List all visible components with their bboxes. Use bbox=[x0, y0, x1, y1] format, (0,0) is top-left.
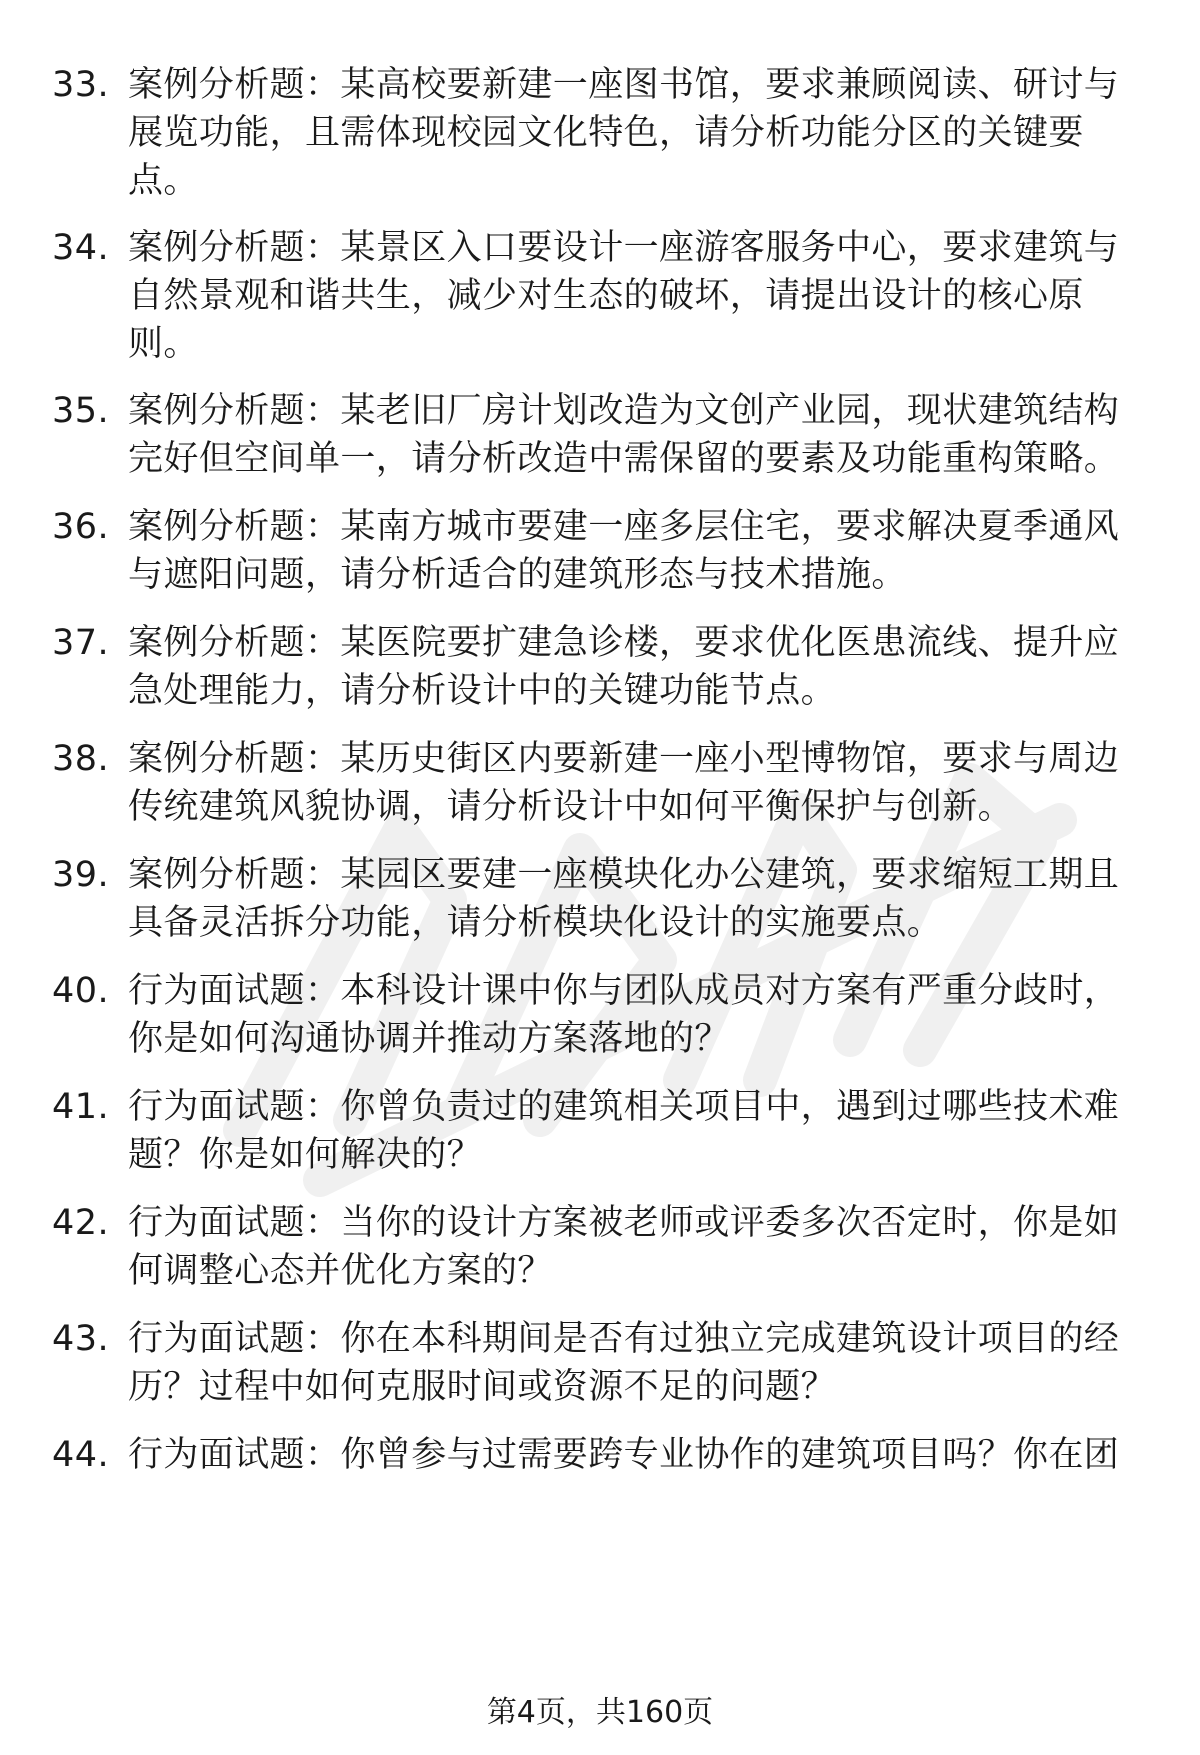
question-text: 案例分析题：某园区要建一座模块化办公建筑，要求缩短工期且具备灵活拆分功能，请分析模块化设计的实施要点。 bbox=[128, 855, 1120, 943]
question-text: 案例分析题：某医院要扩建急诊楼，要求优化医患流线、提升应急处理能力，请分析设计中的关键功能节点。 bbox=[128, 623, 1120, 711]
question-text: 行为面试题：你在本科期间是否有过独立完成建筑设计项目的经历？过程中如何克服时间或资源不足的问题？ bbox=[128, 1319, 1120, 1407]
question-text: 案例分析题：某南方城市要建一座多层住宅，要求解决夏季通风与遮阳问题，请分析适合的建筑形态与技术措施。 bbox=[128, 507, 1120, 595]
question-text: 行为面试题：本科设计课中你与团队成员对方案有严重分歧时，你是如何沟通协调并推动方案落地的？ bbox=[128, 971, 1120, 1059]
question-number: 35. bbox=[52, 391, 110, 431]
question-text: 行为面试题：你曾参与过需要跨专业协作的建筑项目吗？你在团 bbox=[128, 1435, 1120, 1475]
question-number: 34. bbox=[52, 228, 110, 268]
question-number: 43. bbox=[52, 1319, 110, 1359]
question-text: 行为面试题：你曾负责过的建筑相关项目中，遇到过哪些技术难题？你是如何解决的？ bbox=[128, 1087, 1120, 1175]
question-text: 案例分析题：某景区入口要设计一座游客服务中心，要求建筑与自然景观和谐共生，减少对生态的破坏，请提出设计的核心原则。 bbox=[128, 228, 1120, 364]
question-number: 36. bbox=[52, 507, 110, 547]
question-text: 案例分析题：某历史街区内要新建一座小型博物馆，要求与周边传统建筑风貌协调，请分析设计中如何平衡保护与创新。 bbox=[128, 739, 1120, 827]
question-item-33 bbox=[0, 61, 1200, 211]
page-indicator: 第4页，共160页 bbox=[486, 1695, 714, 1730]
question-text: 案例分析题：某老旧厂房计划改造为文创产业园，现状建筑结构完好但空间单一，请分析改造中需保留的要素及功能重构策略。 bbox=[128, 391, 1120, 479]
question-number: 42. bbox=[52, 1203, 110, 1243]
question-item-34 bbox=[0, 224, 1200, 374]
question-number: 38. bbox=[52, 739, 110, 779]
question-number: 39. bbox=[52, 855, 110, 895]
question-text: 案例分析题：某高校要新建一座图书馆，要求兼顾阅读、研讨与展览功能，且需体现校园文化特色，请分析功能分区的关键要点。 bbox=[128, 65, 1120, 201]
question-number: 41. bbox=[52, 1087, 110, 1127]
question-number: 33. bbox=[52, 65, 110, 105]
question-item-44 bbox=[0, 1431, 1200, 1491]
question-number: 37. bbox=[52, 623, 110, 663]
question-number: 40. bbox=[52, 971, 110, 1011]
question-text: 行为面试题：当你的设计方案被老师或评委多次否定时，你是如何调整心态并优化方案的？ bbox=[128, 1203, 1120, 1291]
question-number: 44. bbox=[52, 1435, 110, 1475]
